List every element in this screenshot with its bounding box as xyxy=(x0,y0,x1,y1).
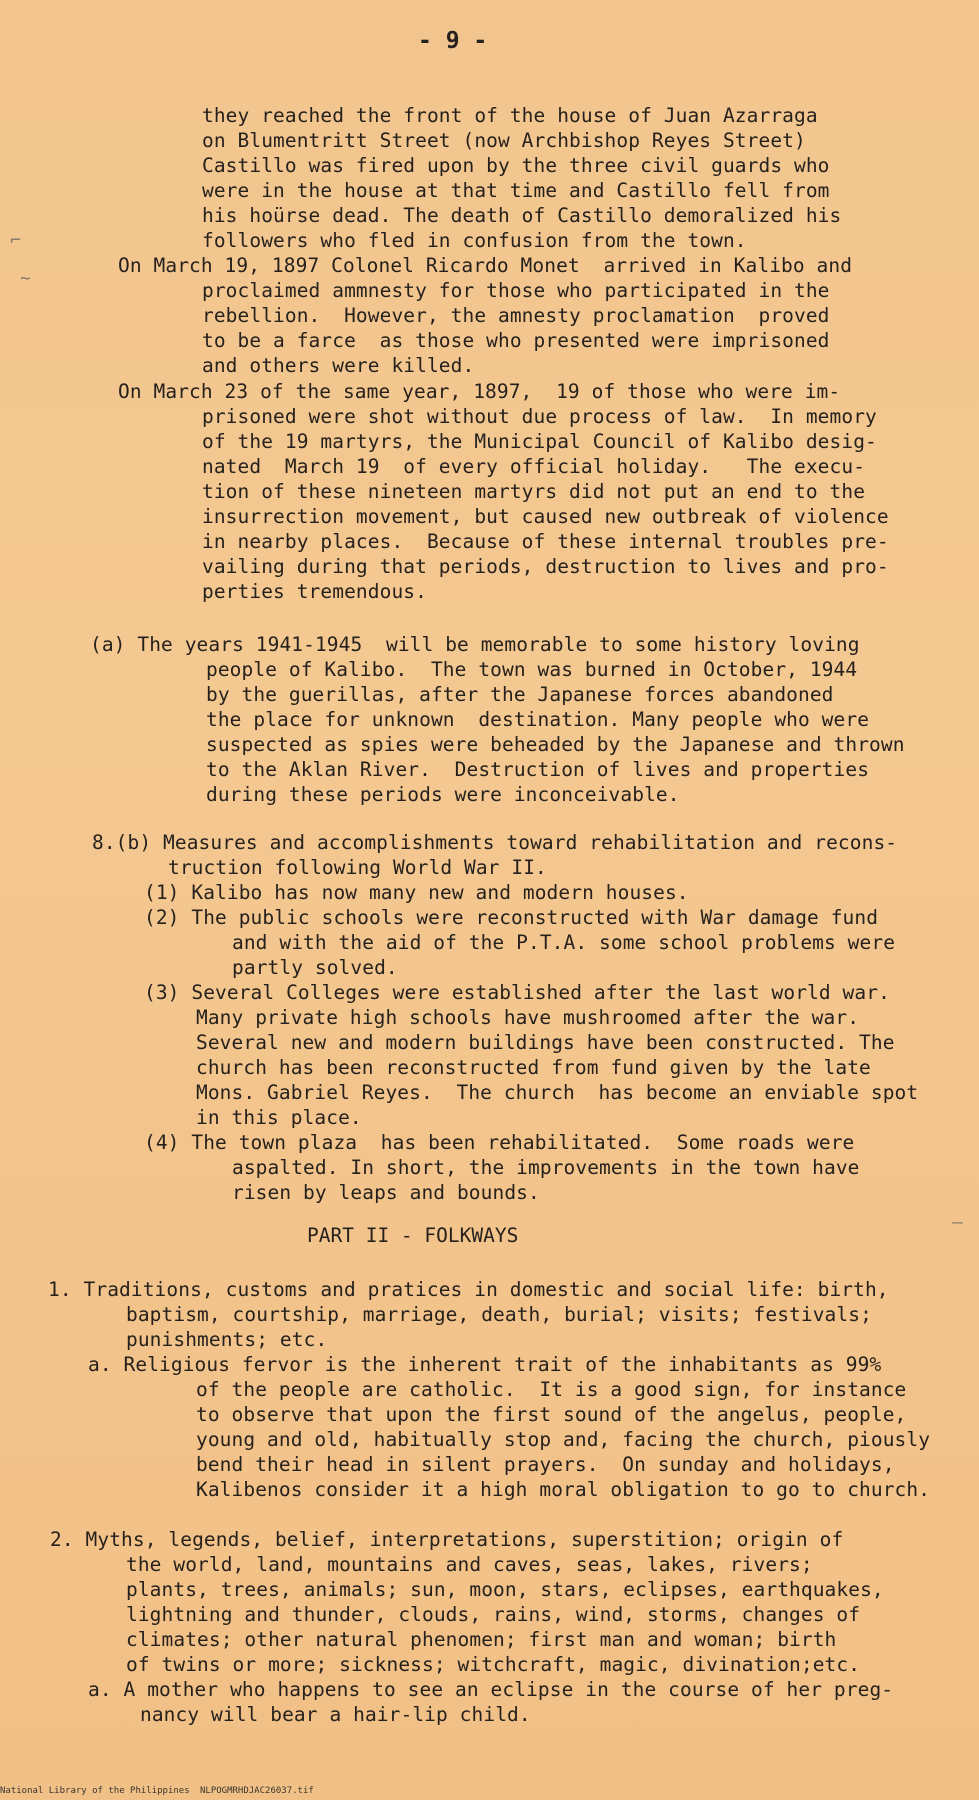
text-line: insurrection movement, but caused new outbreak of violence xyxy=(202,505,889,528)
text-line: a. Religious fervor is the inherent trait of the inhabitants as 99% xyxy=(88,1353,882,1376)
text-line: of the people are catholic. It is a good sign, for instance xyxy=(196,1378,907,1401)
text-line: bend their head in silent prayers. On sunday and holidays, xyxy=(196,1453,895,1476)
text-line: (4) The town plaza has been rehabilitated. Some roads were xyxy=(144,1131,855,1154)
text-line: partly solved. xyxy=(232,956,398,979)
footer-left: National Library of the Philippines xyxy=(0,1786,190,1796)
text-line: tion of these nineteen martyrs did not put an end to the xyxy=(202,480,866,503)
text-line: On March 23 of the same year, 1897, 19 of those who were im- xyxy=(118,380,841,403)
text-line: lightning and thunder, clouds, rains, wind, storms, changes of xyxy=(126,1603,861,1626)
footer-right: NLPOGMRHDJAC26037.tif xyxy=(200,1786,314,1796)
text-line: they reached the front of the house of Juan Azarraga xyxy=(202,104,818,127)
text-line: aspalted. In short, the improvements in the town have xyxy=(232,1156,860,1179)
text-line: a. A mother who happens to see an eclipse in the course of her preg- xyxy=(88,1678,894,1701)
text-line: his hoürse dead. The death of Castillo demoralized his xyxy=(202,204,842,227)
text-line: vailing during that periods, destruction to lives and pro- xyxy=(202,555,889,578)
text-line: suspected as spies were beheaded by the Japanese and thrown xyxy=(206,733,905,756)
text-line: in nearby places. Because of these internal troubles pre- xyxy=(202,530,889,553)
text-line: during these periods were inconceivable. xyxy=(206,783,680,806)
text-line: nated March 19 of every official holiday. The execu- xyxy=(202,455,866,478)
text-line: baptism, courtship, marriage, death, burial; visits; festivals; xyxy=(126,1303,872,1326)
text-line: in this place. xyxy=(196,1106,362,1129)
text-line: proclaimed ammnesty for those who participated in the xyxy=(202,279,830,302)
text-line: 2. Myths, legends, belief, interpretations, superstition; origin of xyxy=(50,1528,844,1551)
margin-mark: ⌐ xyxy=(10,230,21,251)
text-line: plants, trees, animals; sun, moon, stars, eclipses, earthquakes, xyxy=(126,1578,884,1601)
text-line: by the guerillas, after the Japanese forces abandoned xyxy=(206,683,834,706)
text-line: Many private high schools have mushroomed after the war. xyxy=(196,1006,860,1029)
text-line: 8.(b) Measures and accomplishments toward rehabilitation and recons- xyxy=(92,831,898,854)
text-line: the world, land, mountains and caves, seas, lakes, rivers; xyxy=(126,1553,813,1576)
text-line: truction following World War II. xyxy=(168,856,547,879)
text-line: followers who fled in confusion from the town. xyxy=(202,229,747,252)
text-line: 1. Traditions, customs and pratices in domestic and social life: birth, xyxy=(48,1278,889,1301)
text-line: Castillo was fired upon by the three civil guards who xyxy=(202,154,830,177)
text-line: (2) The public schools were reconstructed with War damage fund xyxy=(144,906,879,929)
text-line: church has been reconstructed from fund given by the late xyxy=(196,1056,871,1079)
text-line: on Blumentritt Street (now Archbishop Reyes Street) xyxy=(202,129,806,152)
part-heading: PART II - FOLKWAYS xyxy=(307,1224,519,1247)
text-line: were in the house at that time and Castillo fell from xyxy=(202,179,830,202)
text-line: to the Aklan River. Destruction of lives and properties xyxy=(206,758,870,781)
text-line: (3) Several Colleges were established after the last world war. xyxy=(144,981,890,1004)
text-line: Several new and modern buildings have been constructed. The xyxy=(196,1031,895,1054)
text-line: punishments; etc. xyxy=(126,1328,328,1351)
text-line: to observe that upon the first sound of the angelus, people, xyxy=(196,1403,907,1426)
margin-mark: ~ xyxy=(20,268,31,289)
text-line: rebellion. However, the amnesty proclamation proved xyxy=(202,304,830,327)
text-line: of twins or more; sickness; witchcraft, magic, divination;etc. xyxy=(126,1653,861,1676)
text-line: nancy will bear a hair-lip child. xyxy=(140,1703,531,1726)
text-line: climates; other natural phenomen; first man and woman; birth xyxy=(126,1628,837,1651)
text-line: prisoned were shot without due process of law. In memory xyxy=(202,405,877,428)
text-line: perties tremendous. xyxy=(202,580,427,603)
text-line: of the 19 martyrs, the Municipal Council of Kalibo desig- xyxy=(202,430,877,453)
text-line: people of Kalibo. The town was burned in October, 1944 xyxy=(206,658,858,681)
text-line: On March 19, 1897 Colonel Ricardo Monet arrived in Kalibo and xyxy=(118,254,853,277)
text-line: the place for unknown destination. Many people who were xyxy=(206,708,870,731)
page-number: - 9 - xyxy=(418,28,488,54)
text-line: Mons. Gabriel Reyes. The church has become an enviable spot xyxy=(196,1081,919,1104)
text-line: and with the aid of the P.T.A. some school problems were xyxy=(232,931,896,954)
margin-mark: — xyxy=(952,1212,963,1233)
text-line: to be a farce as those who presented were imprisoned xyxy=(202,329,830,352)
text-line: (1) Kalibo has now many new and modern houses. xyxy=(144,881,689,904)
text-line: (a) The years 1941-1945 will be memorable to some history loving xyxy=(90,633,860,656)
text-line: and others were killed. xyxy=(202,354,475,377)
text-line: risen by leaps and bounds. xyxy=(232,1181,540,1204)
text-line: Kalibenos consider it a high moral obligation to go to church. xyxy=(196,1478,931,1501)
text-line: young and old, habitually stop and, facing the church, piously xyxy=(196,1428,931,1451)
